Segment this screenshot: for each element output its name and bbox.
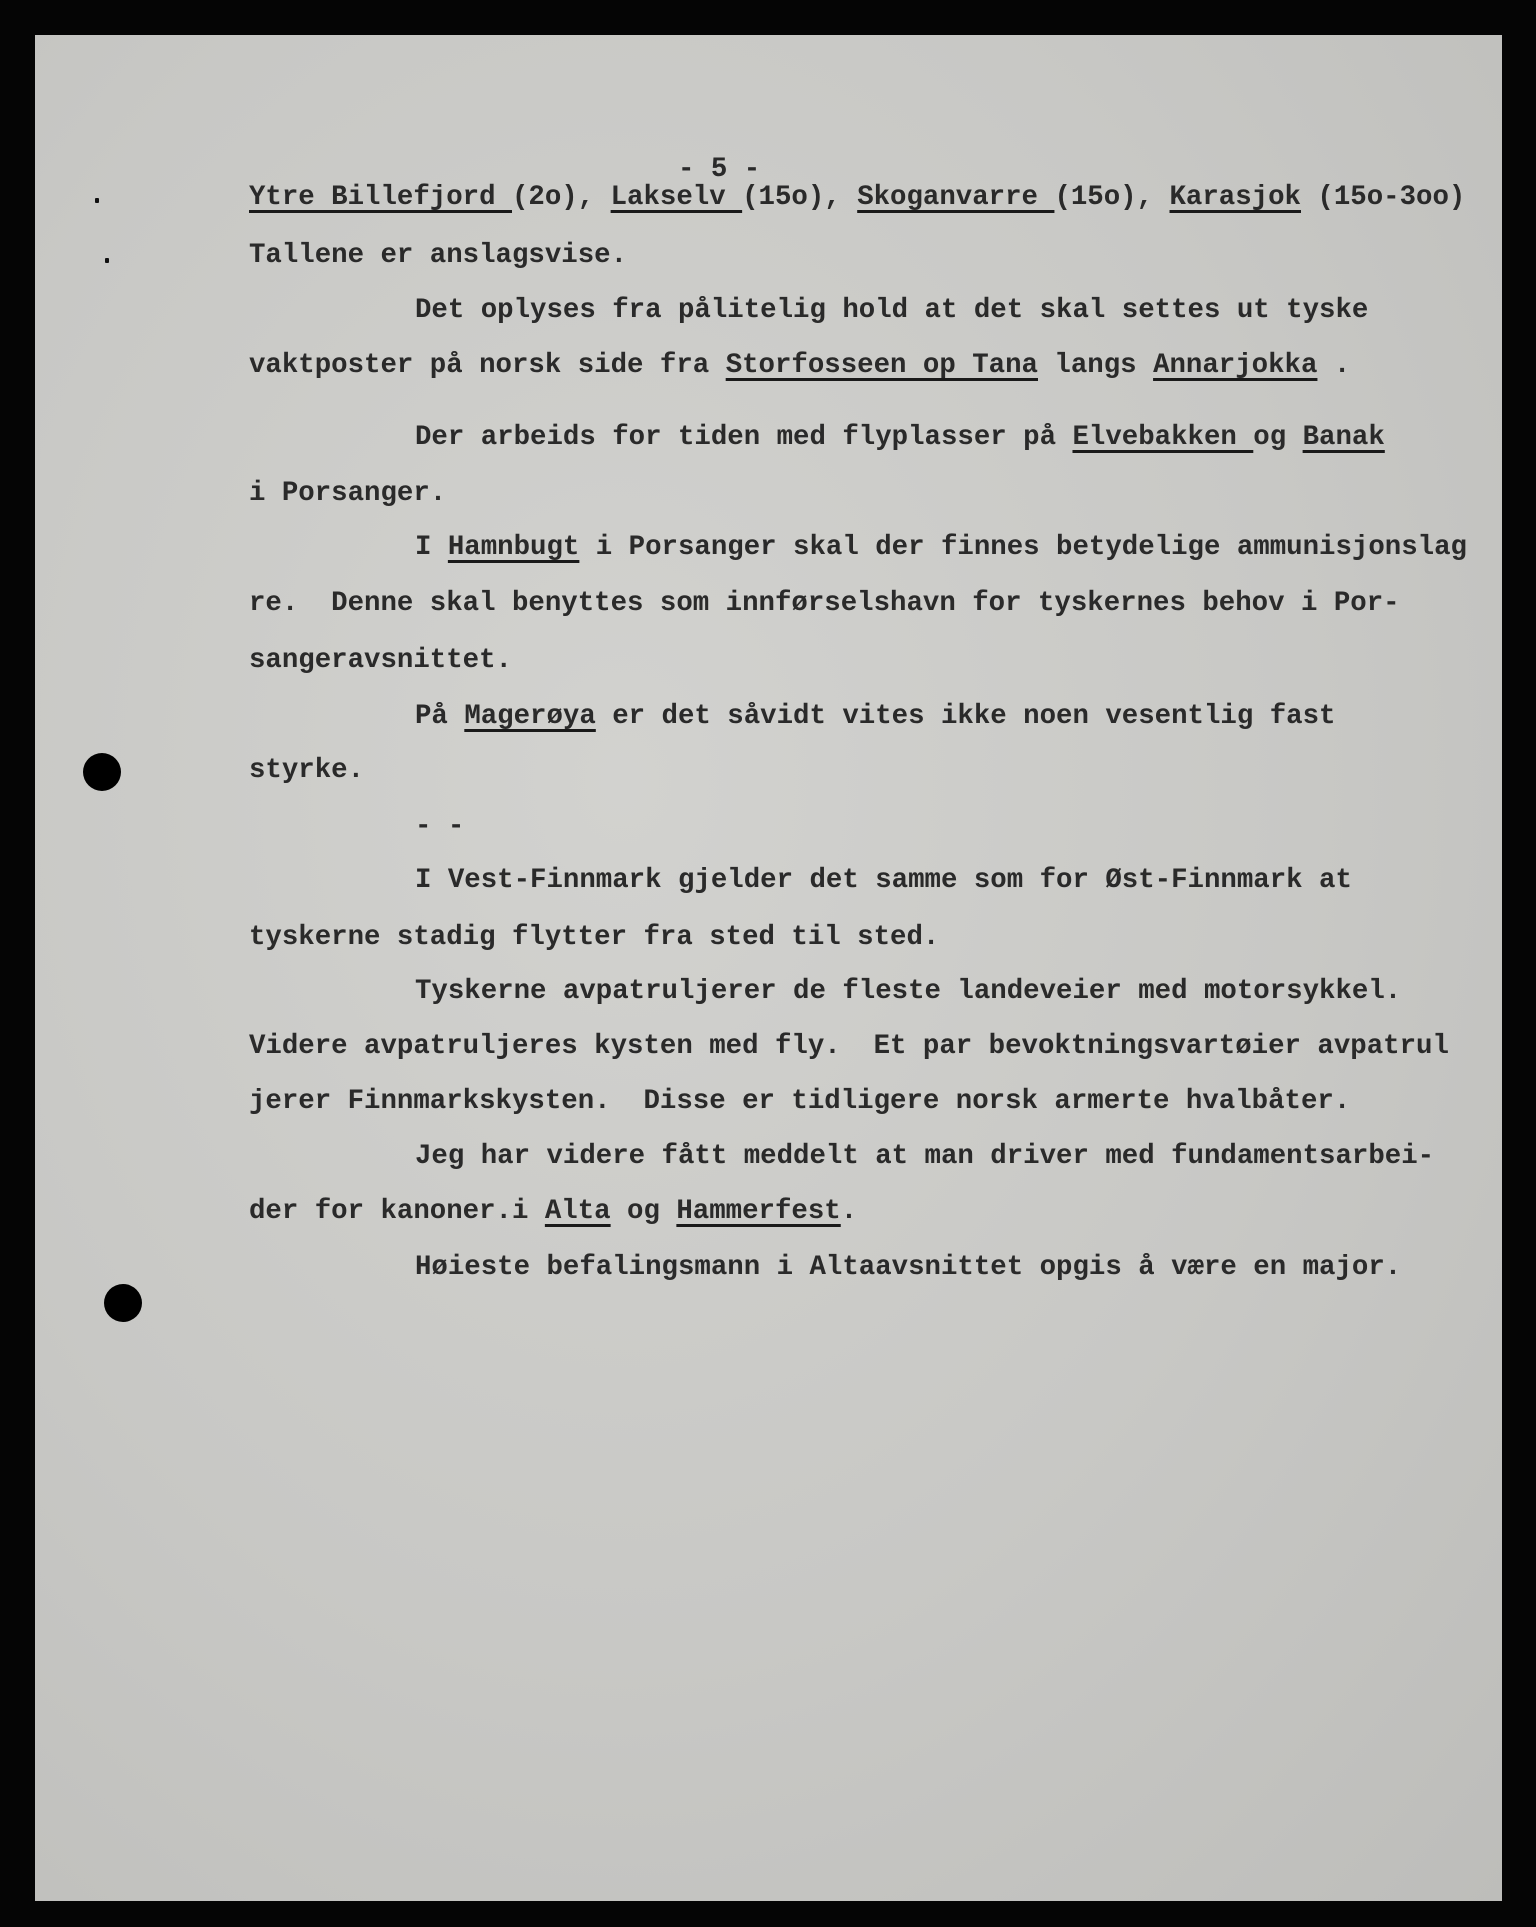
underlined-place-name: Hamnbugt xyxy=(447,532,580,563)
text-segment: (15o-3oo) xyxy=(1301,182,1466,213)
text-line xyxy=(415,532,1467,563)
text-segment: er det såvidt vites ikke noen vesentlig fast xyxy=(595,701,1336,732)
text-line xyxy=(249,1031,1449,1062)
underlined-place-name: Annarjokka xyxy=(1153,350,1318,381)
text-line xyxy=(249,350,1350,381)
text-segment: Høieste befalingsmann i Altaavsnittet opgis å være en major. xyxy=(415,1252,1402,1283)
document-page xyxy=(35,35,1502,1901)
text-line xyxy=(249,645,512,676)
ink-speck xyxy=(95,198,99,203)
text-segment: - - xyxy=(415,811,465,842)
underlined-place-name: Banak xyxy=(1302,422,1385,453)
text-segment: (2o), xyxy=(512,182,611,213)
underlined-place-name: Storfosseen op Tana xyxy=(725,350,1038,381)
text-segment: I Vest-Finnmark gjelder det samme som for Øst-Finnmark at xyxy=(415,865,1352,896)
underlined-place-name: Ytre Billefjord xyxy=(249,182,512,213)
text-segment: jerer Finnmarkskysten. Disse er tidligere norsk armerte hvalbåter. xyxy=(249,1086,1351,1117)
underlined-place-name: Skoganvarre xyxy=(857,182,1055,213)
text-line xyxy=(415,422,1385,453)
text-line xyxy=(249,240,627,271)
punch-hole xyxy=(104,1284,142,1322)
text-line xyxy=(249,182,1465,213)
page-number: - 5 - xyxy=(678,154,761,185)
text-segment: Det oplyses fra pålitelig hold at det skal settes ut tyske xyxy=(415,295,1369,326)
text-segment: langs xyxy=(1038,350,1154,381)
text-segment: I xyxy=(415,532,448,563)
text-segment: . xyxy=(840,1196,858,1227)
text-segment: der for kanoner.i xyxy=(249,1196,545,1227)
text-line xyxy=(249,478,446,509)
text-segment: Der arbeids for tiden med flyplasser på xyxy=(415,422,1073,453)
underlined-place-name: Elvebakken xyxy=(1072,422,1254,453)
text-line xyxy=(415,865,1352,896)
text-segment: og xyxy=(1253,422,1303,453)
text-segment: Jeg har videre fått meddelt at man driver med fundamentsarbei- xyxy=(415,1141,1435,1172)
text-line xyxy=(249,1196,857,1227)
underlined-place-name: Hammerfest xyxy=(676,1196,841,1227)
text-segment: Tyskerne avpatruljerer de fleste landeveier med motorsykkel. xyxy=(415,976,1402,1007)
text-segment: Videre avpatruljeres kysten med fly. Et par bevoktningsvartøier avpatrul xyxy=(249,1031,1449,1062)
underlined-place-name: Alta xyxy=(544,1196,611,1227)
text-line xyxy=(249,588,1400,619)
text-segment: vaktposter på norsk side fra xyxy=(249,350,726,381)
text-line xyxy=(415,1141,1434,1172)
text-segment: i Porsanger skal der finnes betydelige ammunisjonslag xyxy=(579,532,1467,563)
ink-speck xyxy=(105,258,109,263)
text-line xyxy=(415,811,464,842)
text-segment: i Porsanger. xyxy=(249,478,447,509)
text-segment: sangeravsnittet. xyxy=(249,645,512,676)
underlined-place-name: Lakselv xyxy=(610,182,743,213)
text-line xyxy=(249,922,939,953)
text-segment: . xyxy=(1317,350,1351,381)
text-line xyxy=(249,755,364,786)
text-line xyxy=(415,701,1335,732)
underlined-place-name: Magerøya xyxy=(464,701,596,732)
text-line xyxy=(415,1252,1401,1283)
text-line xyxy=(415,295,1368,326)
text-segment: Tallene er anslagsvise. xyxy=(249,240,628,271)
text-line xyxy=(415,976,1401,1007)
underlined-place-name: Karasjok xyxy=(1169,182,1301,213)
text-segment: (15o), xyxy=(742,182,858,213)
text-segment: På xyxy=(415,701,465,732)
text-segment: (15o), xyxy=(1054,182,1170,213)
text-line xyxy=(249,1086,1350,1117)
text-segment: styrke. xyxy=(249,755,365,786)
text-segment: tyskerne stadig flytter fra sted til sted. xyxy=(249,922,940,953)
text-segment: og xyxy=(610,1196,677,1227)
text-segment: re. Denne skal benyttes som innførselshavn for tyskernes behov i Por- xyxy=(249,588,1400,619)
punch-hole xyxy=(83,753,121,791)
